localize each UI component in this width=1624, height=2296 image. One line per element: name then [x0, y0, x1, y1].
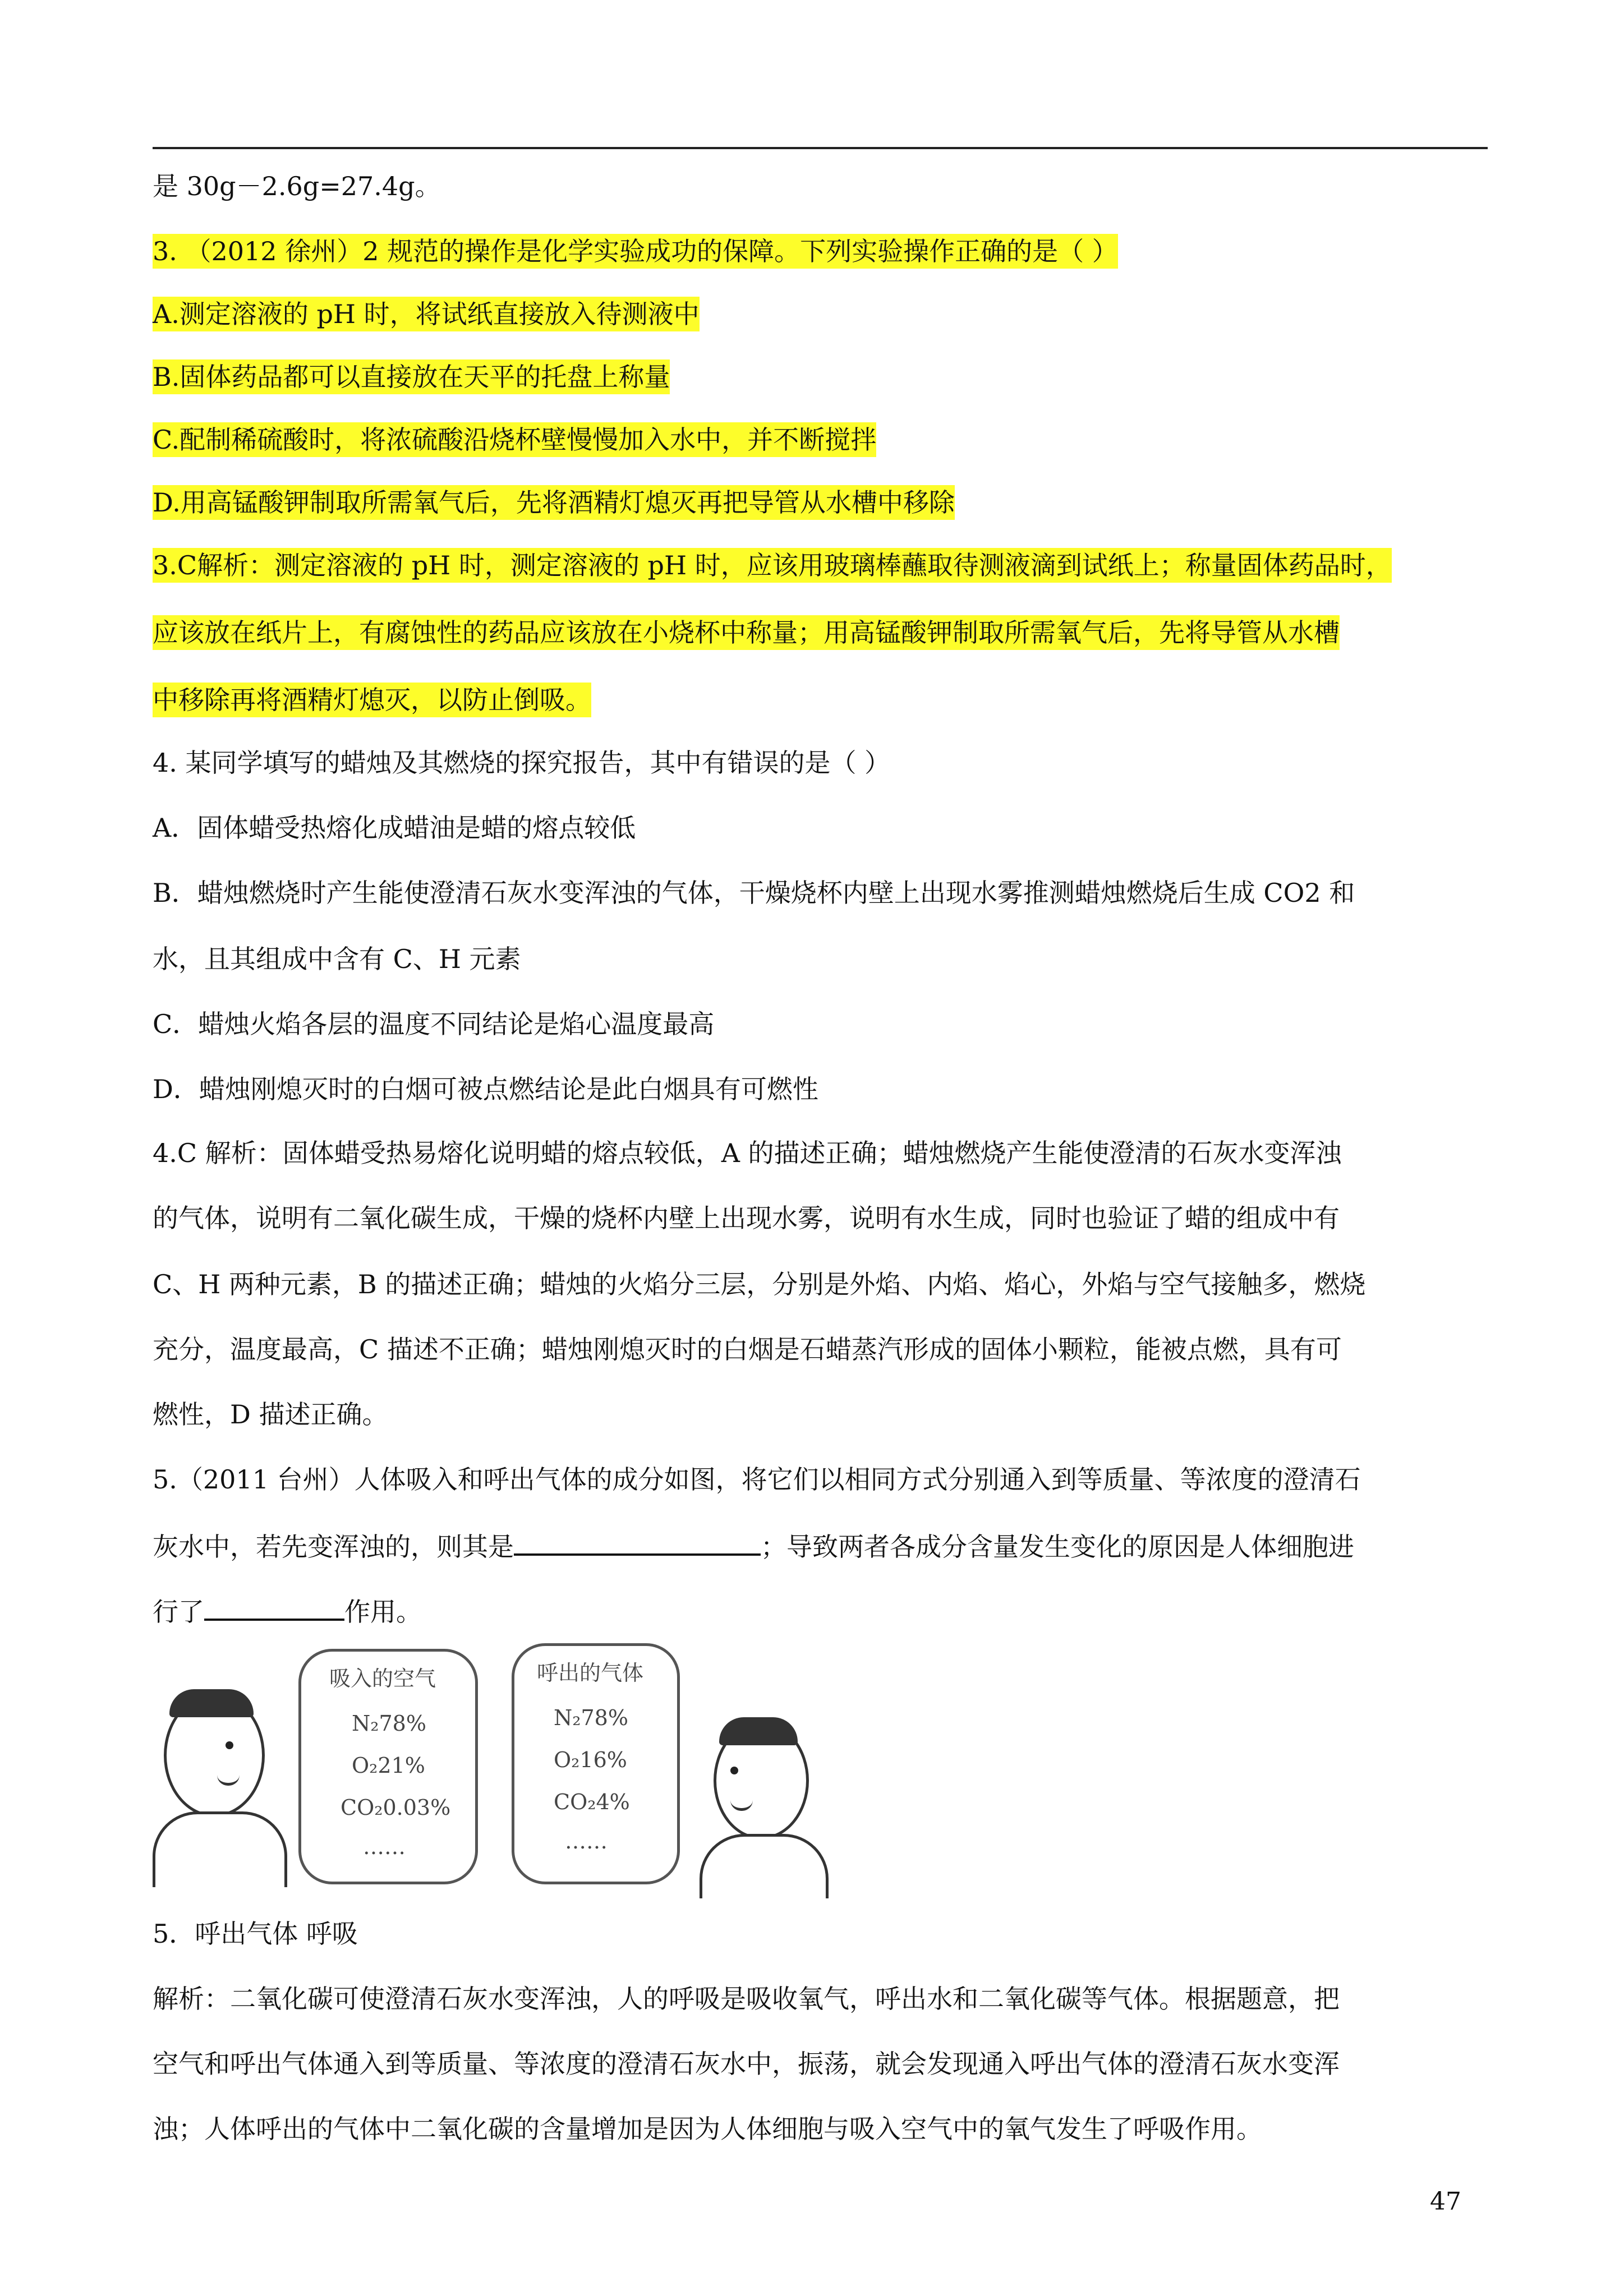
- answer-5: 空气和呼出气体通入到等质量、等浓度的澄清石灰水中，振荡，就会发现通入呼出气体的澄清石灰水变浑: [153, 2049, 1340, 2079]
- answer-blank: [514, 1528, 761, 1556]
- option-a: [153, 297, 700, 331]
- inhaled-air-bubble: [298, 1649, 478, 1884]
- highlighted-text: A.测定溶液的 pH 时，将试纸直接放入待测液中: [153, 297, 700, 331]
- exhaled-co2: CO₂4%: [554, 1790, 630, 1814]
- question-5: [153, 1593, 422, 1629]
- highlighted-text: 3.C解析：测定溶液的 pH 时，测定溶液的 pH 时，应该用玻璃棒蘸取待测液滴到试纸上；称量固体药品时，: [153, 548, 1392, 583]
- question-3: [153, 234, 1118, 268]
- person-left-hair-icon: [169, 1689, 254, 1717]
- inhaled-co2: CO₂0.03%: [341, 1795, 451, 1820]
- text-segment: 作用。: [344, 1597, 422, 1627]
- option-c: [153, 423, 876, 457]
- highlighted-text: 中移除再将酒精灯熄灭，以防止倒吸。: [153, 683, 591, 717]
- inhaled-o2: O₂21%: [352, 1753, 425, 1778]
- answer-4: 燃性，D 描述正确。: [153, 1399, 388, 1430]
- exhaled-more: ……: [565, 1829, 608, 1854]
- answer-3: [153, 683, 591, 717]
- header-rule: [153, 147, 1488, 149]
- text-segment: 行了: [153, 1597, 204, 1627]
- person-right-eye-icon: [730, 1767, 738, 1774]
- text-line: 是 30g－2.6g=27.4g。: [153, 171, 441, 201]
- answer-5: 浊；人体呼出的气体中二氧化碳的含量增加是因为人体细胞与吸入空气中的氧气发生了呼吸作用。: [153, 2114, 1262, 2144]
- highlighted-text: 应该放在纸片上，有腐蚀性的药品应该放在小烧杯中称量；用高锰酸钾制取所需氧气后，先将导管从水槽: [153, 615, 1340, 650]
- answer-4: 4.C 解析：固体蜡受热易熔化说明蜡的熔点较低，A 的描述正确；蜡烛燃烧产生能使澄清的石灰水变浑浊: [153, 1138, 1342, 1168]
- question-5: 5.（2011 台州）人体吸入和呼出气体的成分如图，将它们以相同方式分别通入到等质量、等浓度的澄清石: [153, 1464, 1361, 1495]
- exhaled-title: 呼出的气体: [537, 1661, 644, 1685]
- person-right-hair-icon: [719, 1717, 798, 1745]
- inhaled-more: ……: [363, 1834, 406, 1859]
- exhaled-n2: N₂78%: [554, 1705, 628, 1730]
- page-number: 47: [1430, 2187, 1461, 2216]
- option-d: D．蜡烛刚熄灭时的白烟可被点燃结论是此白烟具有可燃性: [153, 1074, 818, 1104]
- text-segment: 灰水中，若先变浑浊的，则其是: [153, 1532, 514, 1562]
- answer-5: 解析：二氧化碳可使澄清石灰水变浑浊，人的呼吸是吸收氧气，呼出水和二氧化碳等气体。根据题意，把: [153, 1984, 1340, 2014]
- highlighted-text: D.用高锰酸钾制取所需氧气后，先将酒精灯熄灭再把导管从水槽中移除: [153, 485, 955, 520]
- person-left-eye-icon: [226, 1741, 233, 1749]
- answer-3: [153, 548, 1392, 582]
- question-4: 4. 某同学填写的蜡烛及其燃烧的探究报告，其中有错误的是（ ）: [153, 748, 891, 778]
- inhaled-title: 吸入的空气: [329, 1666, 436, 1691]
- answer-3: [153, 616, 1340, 649]
- inhaled-n2: N₂78%: [352, 1711, 426, 1736]
- option-c: C．蜡烛火焰各层的温度不同结论是焰心温度最高: [153, 1009, 715, 1039]
- breathing-figure: [153, 1643, 882, 1924]
- answer-4: C、H 两种元素，B 的描述正确；蜡烛的火焰分三层，分别是外焰、内焰、焰心，外焰与空气接触多，燃烧: [153, 1269, 1366, 1299]
- highlighted-text: B.固体药品都可以直接放在天平的托盘上称量: [153, 359, 670, 394]
- answer-4: 的气体，说明有二氧化碳生成，干燥的烧杯内壁上出现水雾，说明有水生成，同时也验证了蜡的组成中有: [153, 1203, 1340, 1233]
- option-b: 水，且其组成中含有 C、H 元素: [153, 944, 521, 974]
- question-5: [153, 1528, 1354, 1564]
- text-segment: ；导致两者各成分含量发生变化的原因是人体细胞进: [761, 1532, 1354, 1562]
- answer-4: 充分，温度最高，C 描述不正确；蜡烛刚熄灭时的白烟是石蜡蒸汽形成的固体小颗粒，能被点燃，具有可: [153, 1334, 1342, 1364]
- answer-5: 5．呼出气体 呼吸: [153, 1919, 358, 1949]
- option-d: [153, 486, 955, 519]
- person-left-body-icon: [153, 1811, 287, 1887]
- exhaled-gas-bubble: [512, 1643, 680, 1884]
- highlighted-text: 3. （2012 徐州）2 规范的操作是化学实验成功的保障。下列实验操作正确的是（ ）: [153, 234, 1118, 269]
- option-b: B．蜡烛燃烧时产生能使澄清石灰水变浑浊的气体，干燥烧杯内壁上出现水雾推测蜡烛燃烧后生成 CO2 和: [153, 878, 1355, 908]
- person-right-body-icon: [700, 1834, 829, 1898]
- answer-blank: [204, 1593, 344, 1621]
- option-b: [153, 360, 670, 394]
- highlighted-text: C.配制稀硫酸时，将浓硫酸沿烧杯壁慢慢加入水中，并不断搅拌: [153, 422, 876, 457]
- exhaled-o2: O₂16%: [554, 1748, 627, 1772]
- option-a: A．固体蜡受热熔化成蜡油是蜡的熔点较低: [153, 813, 636, 843]
